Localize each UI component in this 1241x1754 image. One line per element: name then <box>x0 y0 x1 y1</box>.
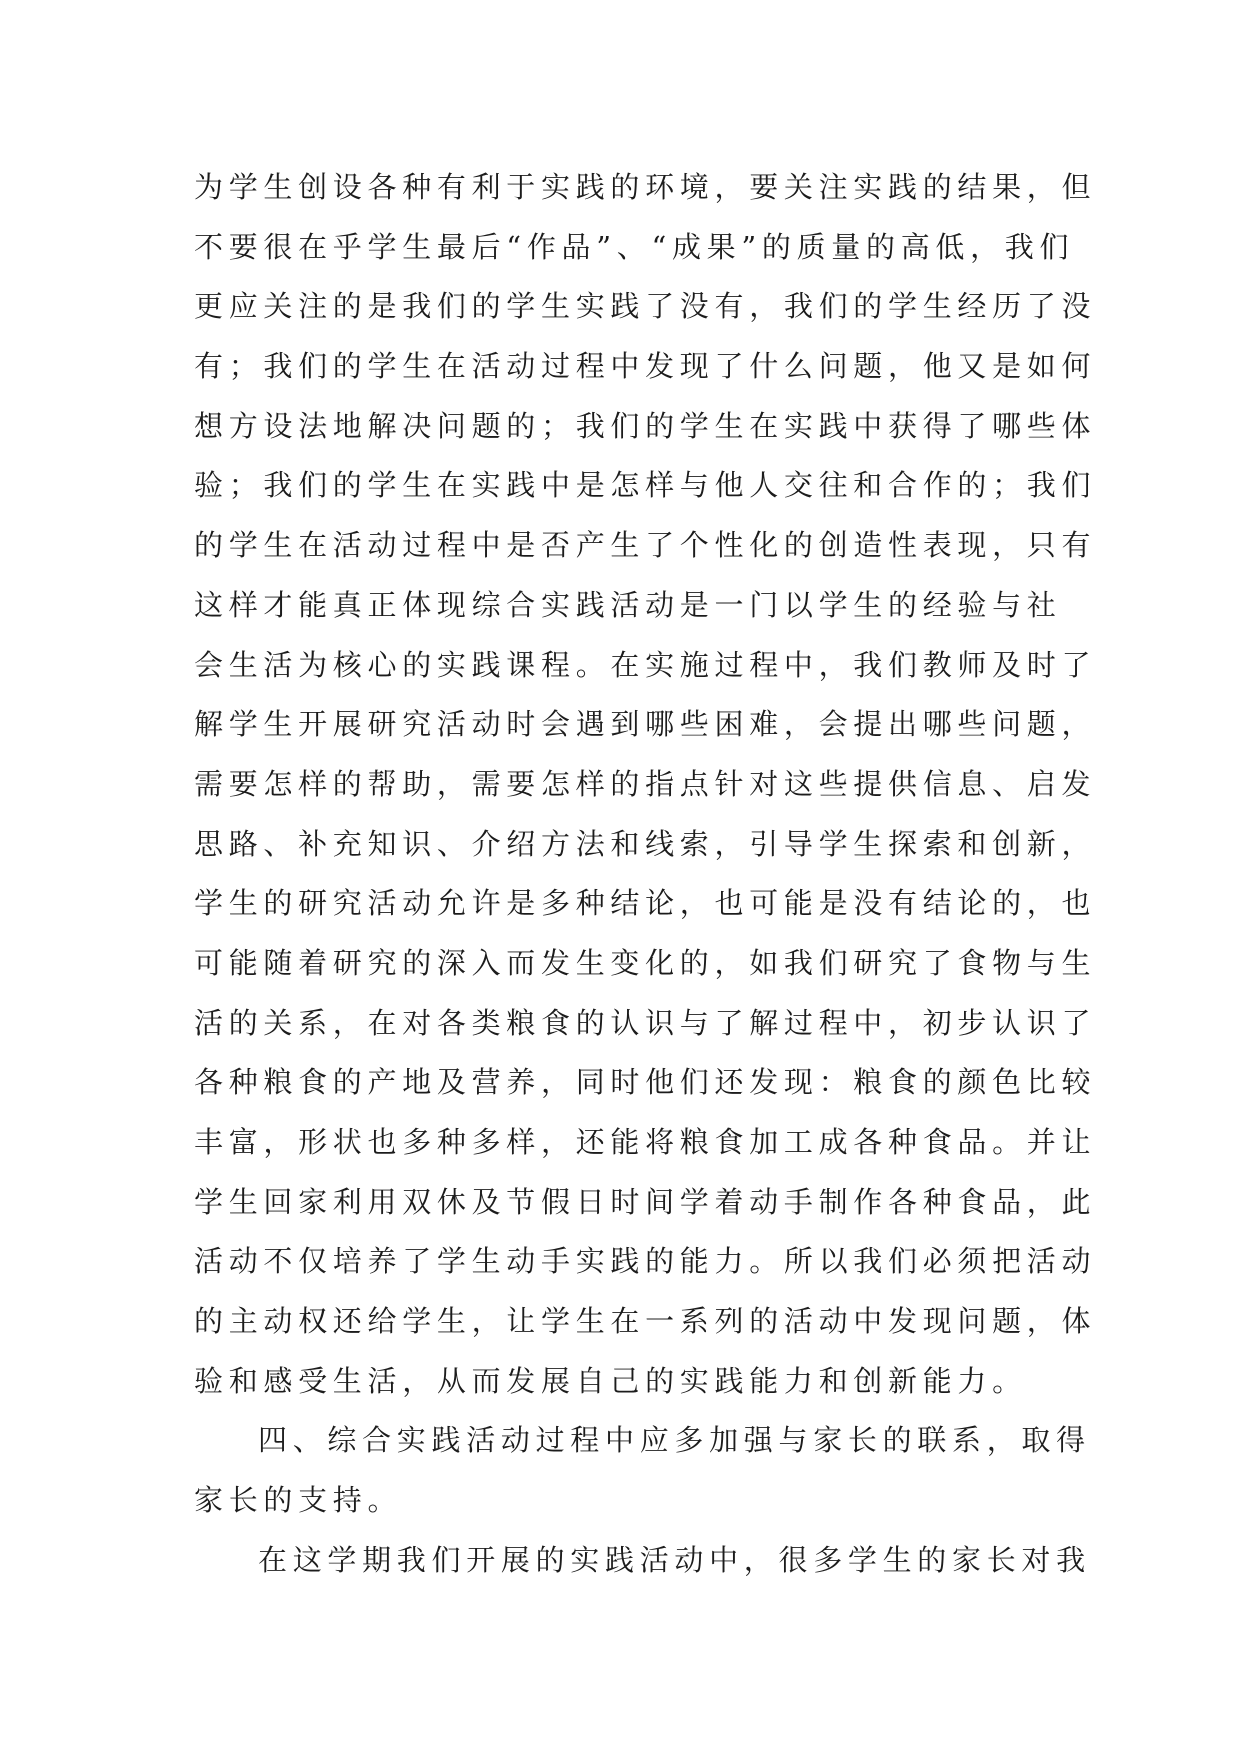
text-line: 的主动权还给学生，让学生在一系列的活动中发现问题，体 <box>194 1304 1097 1339</box>
text-line: 验；我们的学生在实践中是怎样与他人交往和合作的；我们 <box>194 468 1097 503</box>
text-line: 会生活为核心的实践课程。在实施过程中，我们教师及时了 <box>194 647 1097 682</box>
text-line: 为学生创设各种有利于实践的环境，要关注实践的结果，但 <box>194 170 1097 204</box>
text-line: 有；我们的学生在活动过程中发现了什么问题，他又是如何 <box>194 349 1097 384</box>
text-line: 活动不仅培养了学生动手实践的能力。所以我们必须把活动 <box>194 1244 1097 1279</box>
text-line: 学生的研究活动允许是多种结论，也可能是没有结论的，也 <box>194 886 1097 921</box>
text-line: 这样才能真正体现综合实践活动是一门以学生的经验与社 <box>194 587 1062 622</box>
text-line: 丰富，形状也多种多样，还能将粮食加工成各种食品。并让 <box>194 1125 1097 1159</box>
text-line: 思路、补充知识、介绍方法和线索，引导学生探索和创新， <box>194 826 1097 861</box>
body-text <box>194 158 1097 1591</box>
text-line: 学生回家利用双休及节假日时间学着动手制作各种食品，此 <box>194 1184 1097 1219</box>
section-heading-line: 四、综合实践活动过程中应多加强与家长的联系，取得 <box>258 1423 1091 1458</box>
paragraph-start-line: 在这学期我们开展的实践活动中，很多学生的家长对我 <box>258 1542 1091 1577</box>
text-line: 的学生在活动过程中是否产生了个性化的创造性表现，只有 <box>194 528 1097 563</box>
text-line: 验和感受生活，从而发展自己的实践能力和创新能力。 <box>194 1363 1027 1398</box>
text-line: 解学生开展研究活动时会遇到哪些困难，会提出哪些问题， <box>194 707 1097 742</box>
text-line: 更应关注的是我们的学生实践了没有，我们的学生经历了没 <box>194 289 1097 324</box>
text-line: 想方设法地解决问题的；我们的学生在实践中获得了哪些体 <box>194 408 1097 443</box>
text-line: 各种粮食的产地及营养，同时他们还发现：粮食的颜色比较 <box>194 1065 1097 1100</box>
text-line: 不要很在乎学生最后“作品”、“成果”的质量的高低，我们 <box>194 229 1075 264</box>
text-line: 需要怎样的帮助，需要怎样的指点针对这些提供信息、启发 <box>194 766 1097 801</box>
section-heading-line: 家长的支持。 <box>194 1483 403 1518</box>
text-line: 可能随着研究的深入而发生变化的，如我们研究了食物与生 <box>194 945 1097 980</box>
text-line: 活的关系，在对各类粮食的认识与了解过程中，初步认识了 <box>194 1005 1097 1040</box>
